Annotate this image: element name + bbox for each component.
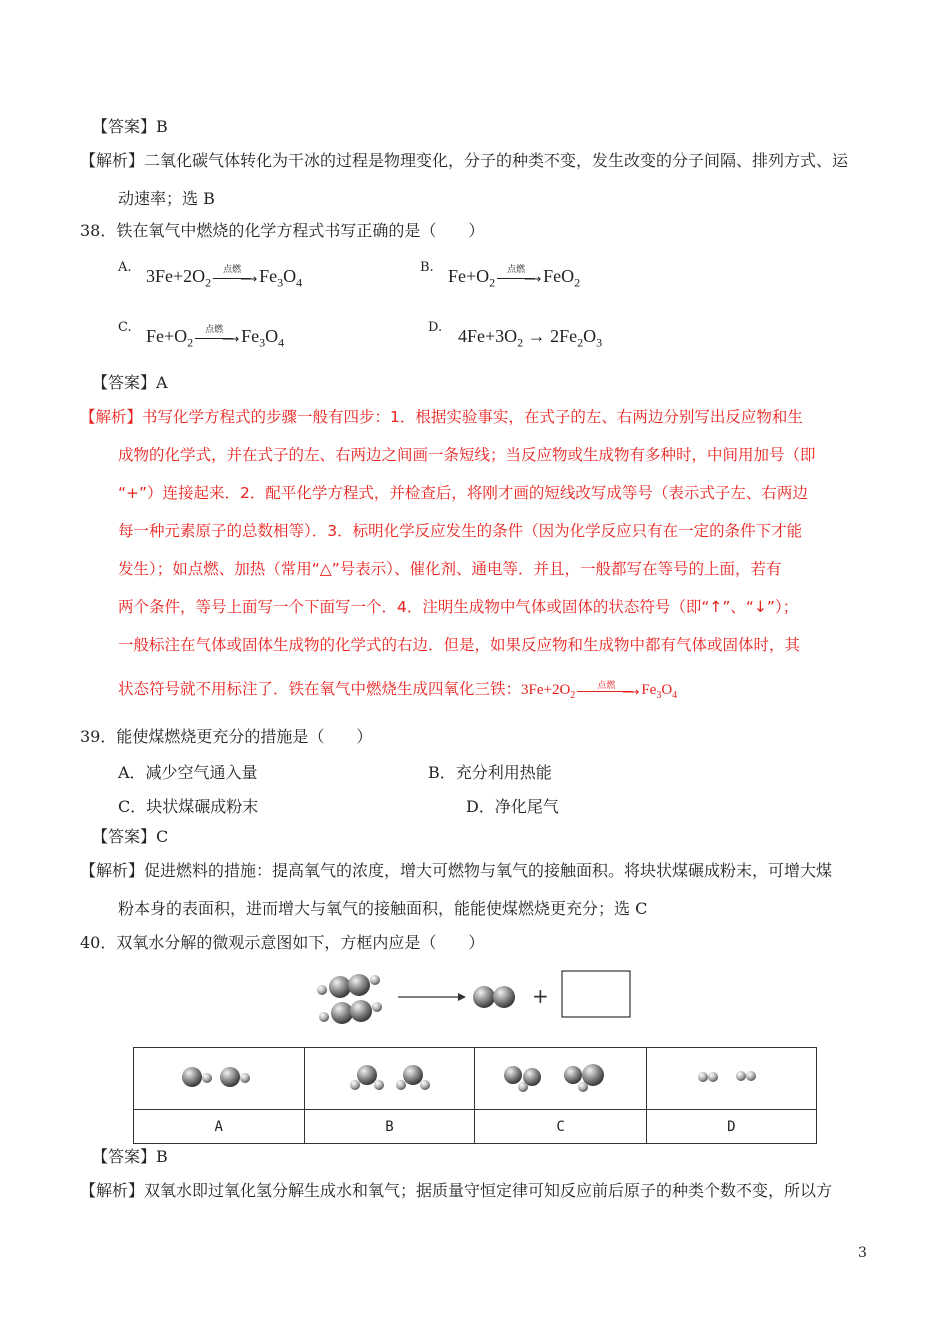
arrow-icon: 点燃 ⟶	[577, 684, 639, 698]
molecule-d-icon	[691, 1062, 771, 1092]
q38-analysis-line1: 【解析】书写化学方程式的步骤一般有四步：1．根据实验事实，在式子的左、右两边分别写出反应物和生	[80, 408, 803, 426]
q38-answer: 【答案】A	[92, 373, 168, 392]
arrow-icon: 点燃 ⟶	[497, 271, 541, 285]
q38-analysis-line4: 每一种元素原子的总数相等）．3．标明化学反应发生的条件（因为化学反应只有在一定的条件下才能	[118, 522, 803, 540]
q38-question: 38．铁在氧气中燃烧的化学方程式书写正确的是（ ）	[80, 221, 485, 240]
q38-option-a-letter: A.	[118, 260, 132, 275]
q39-option-c: C．块状煤碾成粉末	[118, 797, 259, 816]
q38-option-d-letter: D.	[428, 320, 443, 335]
q38-option-d-equation: $4Fe+3O_2 \to 2Fe_2O_3$	[458, 326, 603, 350]
q39-option-a: A．减少空气通入量	[118, 763, 258, 782]
q38-analysis-line2: 成物的化学式，并在式子的左、右两边之间画一条短线；当反应物或生成物有多种时，中间用加号（即	[118, 446, 816, 464]
q40-analysis-line1: 【解析】双氧水即过氧化氢分解生成水和氧气；据质量守恒定律可知反应前后原子的种类个数不变，所以方	[80, 1181, 833, 1200]
q40-answer: 【答案】B	[92, 1147, 168, 1166]
q40-option-d-label: D	[646, 1110, 816, 1144]
q40-option-c-label: C	[475, 1110, 646, 1144]
q40-option-d-image	[646, 1048, 816, 1110]
hydrogen-peroxide-molecule-2	[319, 1000, 382, 1024]
q40-option-b-image	[304, 1048, 475, 1110]
q39-analysis-line1: 【解析】促进燃料的措施：提高氧气的浓度，增大可燃物与氧气的接触面积。将块状煤碾成粉末，可增大煤	[80, 861, 833, 880]
molecule-a-icon	[174, 1061, 264, 1093]
arrow-icon: 点燃 ⟶	[195, 331, 239, 345]
q39-analysis-line2: 粉本身的表面积，进而增大与氧气的接触面积，能能使煤燃烧更充分；选 C	[118, 899, 648, 918]
q39-option-d: D．净化尾气	[466, 797, 559, 816]
q40-question: 40．双氧水分解的微观示意图如下，方框内应是（ ）	[80, 933, 485, 952]
reaction-arrow-icon	[398, 993, 466, 1001]
oxygen-molecule	[473, 986, 515, 1008]
q40-options-table	[133, 1047, 817, 1144]
q37-analysis-line2: 动速率；选 B	[118, 189, 215, 208]
q40-option-a-image	[134, 1048, 305, 1110]
hydrogen-peroxide-molecule-1	[317, 974, 380, 998]
q38-option-c-equation: $Fe+O_2$ 点燃 ⟶ $Fe_3O_4$	[146, 324, 285, 350]
q38-option-a-equation: $3Fe+2O_2$ 点燃 ⟶ $Fe_3O_4$	[146, 264, 303, 290]
q38-analysis-line7: 一般标注在气体或固体生成物的化学式的右边．但是，如果反应物和生成物中都有气体或固体时，其	[118, 636, 801, 654]
q39-answer: 【答案】C	[92, 827, 169, 846]
q38-option-c-letter: C.	[118, 320, 132, 335]
page-number: 3	[858, 1245, 867, 1261]
arrow-icon: 点燃 ⟶	[213, 271, 257, 285]
molecule-b-icon	[339, 1059, 439, 1095]
answer-box	[562, 971, 630, 1017]
q40-option-c-image	[475, 1048, 646, 1110]
q38-analysis-line8: 状态符号就不用标注了．铁在氧气中燃烧生成四氧化三铁：$3Fe+2O_2$ 点燃 ⟶ $Fe_3O_4$	[118, 680, 678, 701]
q38-analysis-line3: “+”）连接起来．2．配平化学方程式，并检查后，将刚才画的短线改写成等号（表示式子左、右两边	[118, 484, 808, 502]
q37-analysis-line1: 【解析】二氧化碳气体转化为干冰的过程是物理变化，分子的种类不变，发生改变的分子间隔、排列方式、运	[80, 151, 849, 170]
q38-analysis-line6: 两个条件，等号上面写一个下面写一个．4．注明生成物中气体或固体的状态符号（即“↑”、“↓”）；	[118, 598, 799, 616]
q38-option-b-letter: B.	[420, 260, 434, 275]
q39-question: 39．能使煤燃烧更充分的措施是（ ）	[80, 727, 373, 746]
q40-option-b-label: B	[304, 1110, 475, 1144]
q40-option-a-label: A	[134, 1110, 305, 1144]
q38-option-b-equation: $Fe+O_2$ 点燃 ⟶ FeO$_2$	[448, 264, 581, 290]
molecule-c-icon	[501, 1057, 621, 1097]
q37-answer: 【答案】B	[92, 117, 168, 136]
plus-sign: +	[532, 984, 549, 1008]
reaction-diagram	[310, 965, 640, 1035]
q38-analysis-line5: 发生）；如点燃、加热（常用“△”号表示）、催化剂、通电等．并且，一般都写在等号的上面，若有	[118, 560, 782, 578]
q39-option-b: B．充分利用热能	[428, 763, 552, 782]
